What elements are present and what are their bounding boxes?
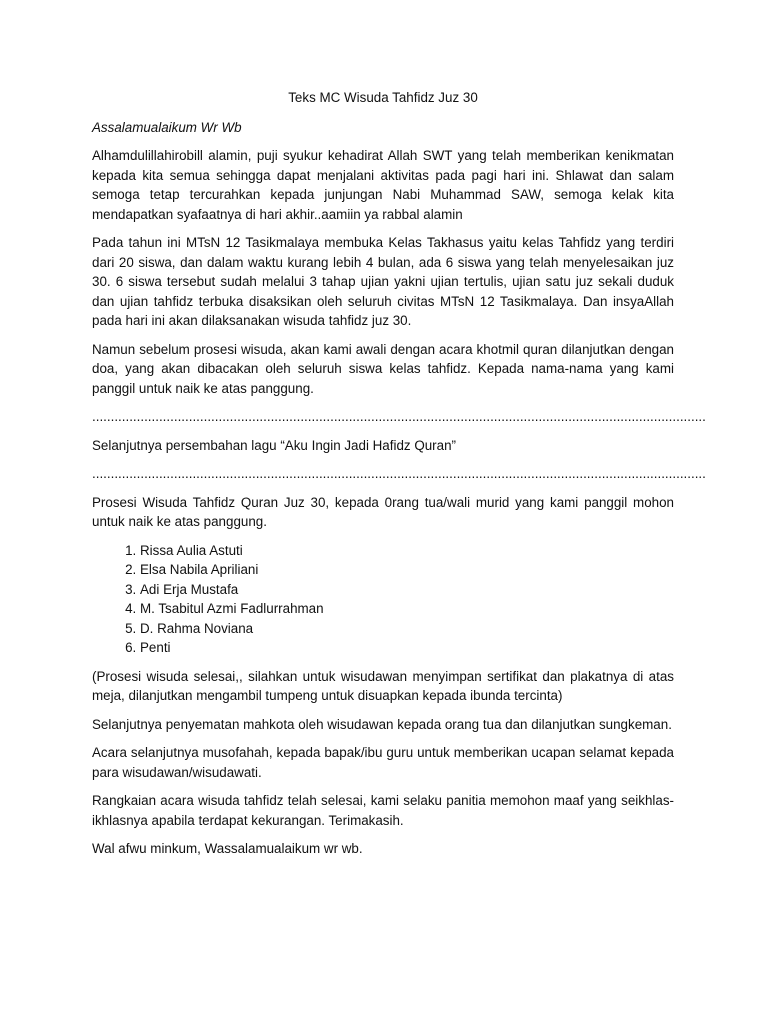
list-item: 3. Adi Erja Mustafa [140, 580, 674, 600]
paragraph-background: Pada tahun ini MTsN 12 Tasikmalaya membuka Kelas Takhasus yaitu kelas Tahfidz yang terdiri dari 20 siswa, dan dalam waktu kurang lebih 4 bulan, ada 6 siswa yang telah menyelesaikan juz 30. 6 siswa tersebut sudah melalui 3 tahap ujian yakni ujian tertulis, ujian satu juz sekali duduk dan ujian tahfidz terbuka disaksikan oleh seluruh civitas MTsN 12 Tasikmalaya. Dan insyaAllah pada hari ini akan dilaksanakan wisuda tahfidz juz 30. [92, 235, 674, 328]
dotted-line: ..................................................................................................................................................................... [92, 409, 706, 424]
list-item: 4. M. Tsabitul Azmi Fadlurrahman [140, 599, 674, 619]
list-item: 5. D. Rahma Noviana [140, 619, 674, 639]
paragraph-khotmil: Namun sebelum prosesi wisuda, akan kami awali dengan acara khotmil quran dilanjutkan dengan doa, yang akan dibacakan oleh seluruh siswa kelas tahfidz. Kepada nama-nama yang kami panggil untuk naik ke atas panggung. [92, 341, 674, 396]
paragraph-after-prosesi: (Prosesi wisuda selesai,, silahkan untuk wisudawan menyimpan sertifikat dan plakatnya di atas meja, dilanjutkan mengambil tumpeng untuk disuapkan kepada ibunda tercinta) [92, 668, 674, 703]
paragraph-song: Selanjutnya persembahan lagu “Aku Ingin Jadi Hafidz Quran” [92, 437, 456, 453]
document-title: Teks MC Wisuda Tahfidz Juz 30 [288, 90, 478, 105]
list-item: 6. Penti [140, 638, 674, 658]
document-page [92, 88, 706, 868]
paragraph-closing-apology: Rangkaian acara wisuda tahfidz telah selesai, kami selaku panitia memohon maaf yang seikhlas-ikhlasnya apabila terdapat kekurangan. Terimakasih. [92, 793, 674, 828]
paragraph-prosesi: Prosesi Wisuda Tahfidz Quran Juz 30, kepada 0rang tua/wali murid yang kami panggil mohon untuk naik ke atas panggung. [92, 494, 674, 529]
student-list [92, 541, 674, 658]
paragraph-mahkota: Selanjutnya penyematan mahkota oleh wisudawan kepada orang tua dan dilanjutkan sungkeman. [92, 716, 672, 732]
paragraph-musofahah: Acara selanjutnya musofahah, kepada bapak/ibu guru untuk memberikan ucapan selamat kepada para wisudawan/wisudawati. [92, 745, 674, 780]
greeting: Assalamualaikum Wr Wb [92, 119, 242, 135]
list-item: 2. Elsa Nabila Apriliani [140, 560, 674, 580]
closing-salutation: Wal afwu minkum, Wassalamualaikum wr wb. [92, 841, 363, 856]
dotted-line: ..................................................................................................................................................................... [92, 466, 706, 481]
paragraph-opening: Alhamdulillahirobill alamin, puji syukur kehadirat Allah SWT yang telah memberikan kenikmatan kepada kita semua sehingga dapat menjalani aktivitas pada pagi hari ini. Shlawat dan salam semoga tetap tercurahkan kepada junjungan Nabi Muhammad SAW, semoga kelak kita mendapatkan syafaatnya di hari akhir..aamiin ya rabbal alamin [92, 148, 674, 222]
list-item: 1. Rissa Aulia Astuti [140, 541, 674, 561]
